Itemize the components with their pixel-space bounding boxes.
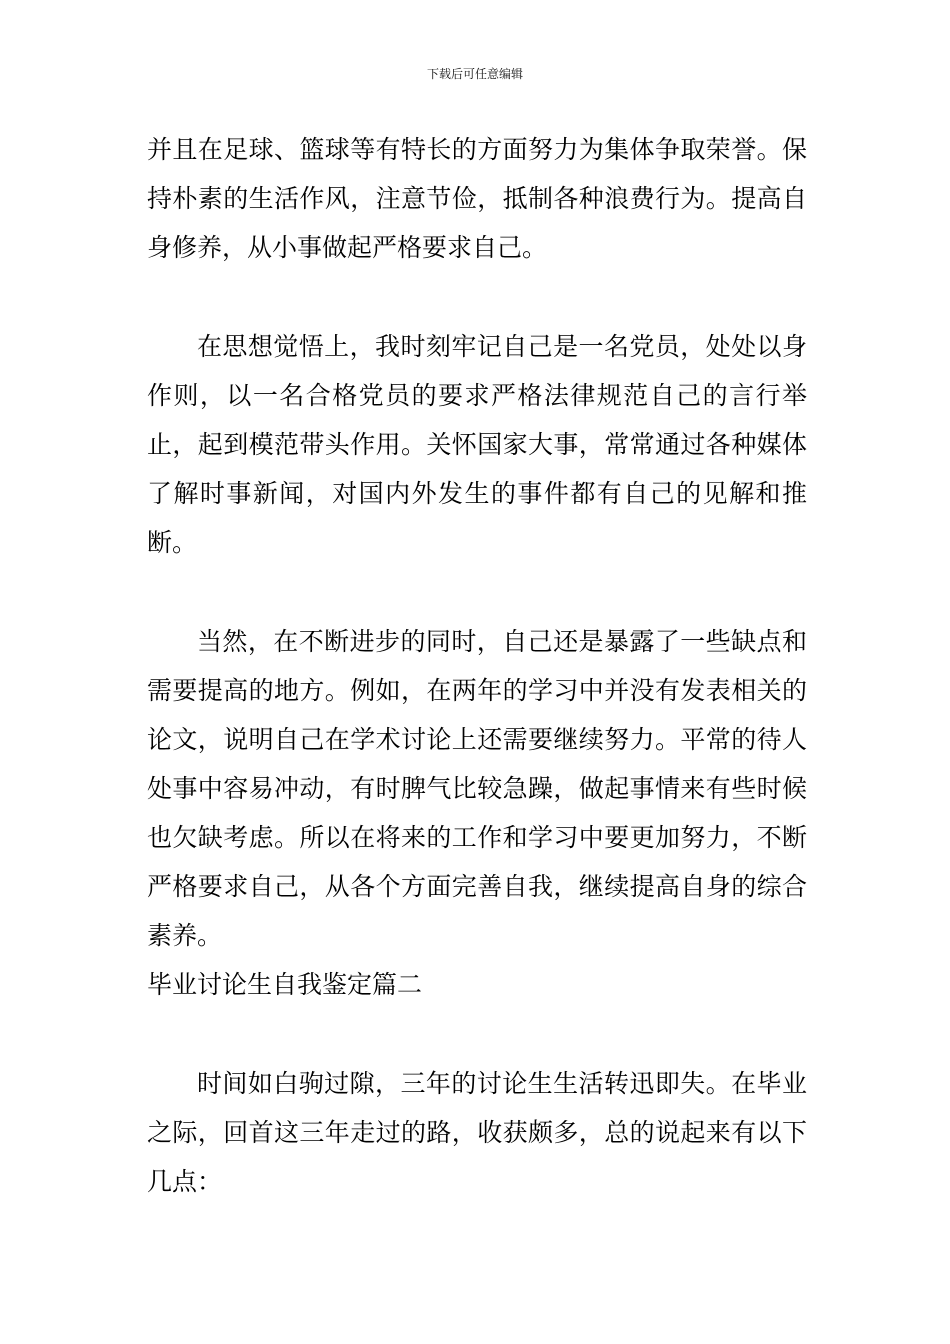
section-heading: 毕业讨论生自我鉴定篇二 [147,970,423,999]
paragraph-continuation: 并且在足球、篮球等有特长的方面努力为集体争取荣誉。保持朴素的生活作风，注意节俭，抵制各种浪费行为。提高自身修养，从小事做起严格要求自己。 [147,135,807,262]
paragraph-spacer [147,567,807,617]
paragraph-spacer [147,1009,807,1059]
document-body [147,125,807,1206]
paragraph-ideology: 在思想觉悟上，我时刻牢记自己是一名党员，处处以身作则，以一名合格党员的要求严格法律规范自己的言行举止，起到模范带头作用。关怀国家大事，常常通过各种媒体了解时事新闻，对国内外发生的事件都有自己的见解和推断。 [147,332,807,557]
page-header: 下载后可任意编辑 [426,67,523,81]
paragraph-intro: 时间如白驹过隙，三年的讨论生生活转迅即失。在毕业之际，回首这三年走过的路，收获颇多，总的说起来有以下几点： [147,1069,807,1196]
paragraph-shortcomings: 当然，在不断进步的同时，自己还是暴露了一些缺点和需要提高的地方。例如，在两年的学习中并没有发表相关的论文，说明自己在学术讨论上还需要继续努力。平常的待人处事中容易冲动，有时脾气比较急躁，做起事情来有些时候也欠缺考虑。所以在将来的工作和学习中要更加努力，不断严格要求自己，从各个方面完善自我，继续提高自身的综合素养。 [147,627,807,950]
paragraph-spacer [147,272,807,322]
